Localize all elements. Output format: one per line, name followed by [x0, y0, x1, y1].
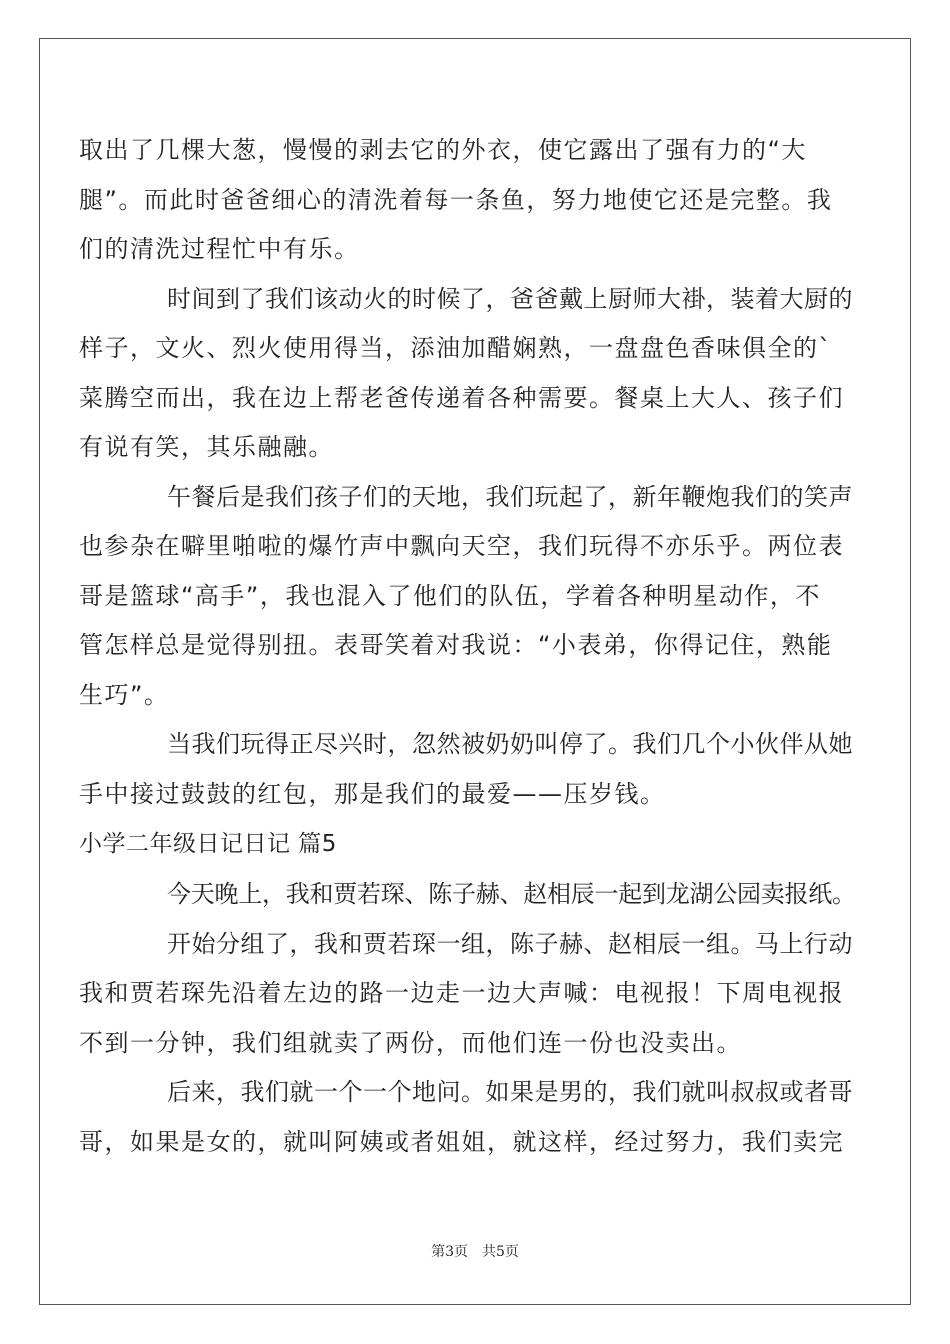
paragraph-start-line: 当我们玩得正尽兴时，忽然被奶奶叫停了。我们几个小伙伴从她: [167, 730, 853, 758]
text-line: 不到一分钟，我们组就卖了两份，而他们连一份也没卖出。: [79, 1029, 742, 1057]
text-line: 有说有笑，其乐融融。: [79, 433, 334, 461]
paragraph-start-line: 今天晚上，我和贾若琛、陈子赫、赵相辰一起到龙湖公园卖报纸。: [167, 880, 856, 908]
text-line: 们的清洗过程忙中有乐。: [79, 235, 360, 263]
text-line: 样子，文火、烈火使用得当，添油加醋娴熟，一盘盘色香味俱全的`: [79, 334, 832, 362]
text-line: 菜腾空而出，我在边上帮老爸传递着各种需要。餐桌上大人、孩子们: [79, 384, 844, 412]
text-line: 手中接过鼓鼓的红包，那是我们的最爱——压岁钱。: [79, 780, 666, 808]
text-line: 我和贾若琛先沿着左边的路一边走一边大声喊：电视报！下周电视报: [79, 979, 844, 1007]
section-heading: 小学二年级日记日记 篇5: [79, 831, 337, 857]
paragraph-start-line: 开始分组了，我和贾若琛一组，陈子赫、赵相辰一组。马上行动: [167, 930, 853, 958]
text-line: 也参杂在噼里啪啦的爆竹声中飘向天空，我们玩得不亦乐乎。两位表: [79, 532, 844, 560]
page-number-footer: 第3页 共5页: [431, 1244, 519, 1260]
text-line: 取出了几棵大葱，慢慢的剥去它的外衣，使它露出了强有力的“大: [79, 136, 807, 164]
text-line: 哥是篮球“高手”，我也混入了他们的队伍，学着各种明星动作，不: [79, 582, 821, 610]
paragraph-start-line: 时间到了我们该动火的时候了，爸爸戴上厨师大褂，装着大厨的: [167, 285, 853, 313]
paragraph-start-line: 后来，我们就一个一个地问。如果是男的，我们就叫叔叔或者哥: [167, 1078, 853, 1106]
text-line: 哥，如果是女的，就叫阿姨或者姐姐，就这样，经过努力，我们卖完: [79, 1128, 844, 1156]
paragraph-start-line: 午餐后是我们孩子们的天地，我们玩起了，新年鞭炮我们的笑声: [167, 483, 853, 511]
text-line: 管怎样总是觉得别扭。表哥笑着对我说：“小表弟，你得记住，熟能: [79, 631, 833, 659]
text-line: 生巧”。: [79, 681, 170, 709]
text-line: 腿”。而此时爸爸细心的清洗着每一条鱼，努力地使它还是完整。我: [79, 186, 833, 214]
page-border: [39, 38, 911, 1305]
